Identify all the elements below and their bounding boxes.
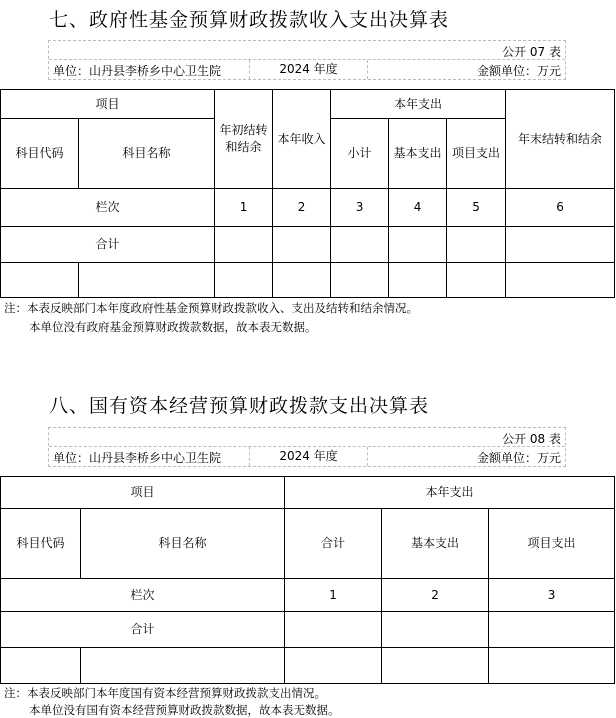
section1-note-1: 注：本表反映部门本年度政府性基金预算财政拨款收入、支出及结转和结余情况。 bbox=[4, 301, 418, 315]
cell bbox=[506, 227, 615, 263]
header-subtotal: 小计 bbox=[331, 119, 389, 189]
header-end-balance: 年末结转和结余 bbox=[506, 90, 615, 189]
unit-label: 单位：山丹县李桥乡中心卫生院 bbox=[53, 64, 222, 78]
section2-table bbox=[0, 476, 615, 684]
column-number-row bbox=[1, 189, 615, 227]
column-label: 栏次 bbox=[1, 189, 215, 227]
total-row bbox=[1, 612, 615, 648]
cell bbox=[285, 612, 382, 648]
cell bbox=[382, 648, 489, 684]
section2-meta-frame bbox=[48, 427, 566, 467]
cell bbox=[1, 648, 81, 684]
cell bbox=[273, 227, 331, 263]
header-item: 项目 bbox=[1, 90, 215, 119]
section1-note-2: 本单位没有政府基金预算财政拨款数据，故本表无数据。 bbox=[29, 320, 317, 334]
cell bbox=[81, 648, 285, 684]
year-label: 2024 年度 bbox=[249, 60, 368, 79]
cell bbox=[215, 227, 273, 263]
unit-label: 单位：山丹县李桥乡中心卫生院 bbox=[53, 451, 222, 465]
cell bbox=[79, 263, 215, 298]
header-basic: 基本支出 bbox=[382, 509, 489, 579]
cell bbox=[285, 648, 382, 684]
cell bbox=[447, 263, 506, 298]
column-number: 1 bbox=[285, 579, 382, 612]
cell bbox=[389, 263, 447, 298]
header-item: 项目 bbox=[1, 477, 285, 509]
section1-title: 七、政府性基金预算财政拨款收入支出决算表 bbox=[49, 9, 450, 31]
total-label: 合计 bbox=[1, 612, 285, 648]
header-project: 项目支出 bbox=[489, 509, 615, 579]
column-number: 2 bbox=[273, 189, 331, 227]
column-number: 1 bbox=[215, 189, 273, 227]
cell bbox=[489, 648, 615, 684]
cell bbox=[215, 263, 273, 298]
column-number: 6 bbox=[506, 189, 615, 227]
header-begin-balance: 年初结转和结余 bbox=[215, 90, 273, 189]
header-project: 项目支出 bbox=[447, 119, 506, 189]
header-code: 科目代码 bbox=[1, 509, 81, 579]
total-label: 合计 bbox=[1, 227, 215, 263]
table-code: 公开 07 表 bbox=[502, 45, 561, 59]
section2-note-1: 注：本表反映部门本年度国有资本经营预算财政拨款支出情况。 bbox=[4, 686, 326, 700]
column-number: 3 bbox=[331, 189, 389, 227]
column-number: 3 bbox=[489, 579, 615, 612]
header-expense: 本年支出 bbox=[285, 477, 615, 509]
total-row bbox=[1, 227, 615, 263]
cell bbox=[506, 263, 615, 298]
cell bbox=[1, 263, 79, 298]
money-unit-label: 金额单位：万元 bbox=[476, 64, 561, 78]
cell bbox=[331, 227, 389, 263]
column-number: 4 bbox=[389, 189, 447, 227]
column-number: 2 bbox=[382, 579, 489, 612]
empty-row bbox=[1, 648, 615, 684]
cell bbox=[273, 263, 331, 298]
section2-note-2: 本单位没有国有资本经营预算财政拨款数据，故本表无数据。 bbox=[29, 703, 340, 717]
money-unit-label: 金额单位：万元 bbox=[476, 451, 561, 465]
section1-meta-frame bbox=[48, 40, 566, 80]
header-name: 科目名称 bbox=[79, 119, 215, 189]
column-number-row bbox=[1, 579, 615, 612]
cell bbox=[389, 227, 447, 263]
column-number: 5 bbox=[447, 189, 506, 227]
cell bbox=[382, 612, 489, 648]
header-total: 合计 bbox=[285, 509, 382, 579]
header-expense: 本年支出 bbox=[331, 90, 506, 119]
column-label: 栏次 bbox=[1, 579, 285, 612]
section2-title: 八、国有资本经营预算财政拨款支出决算表 bbox=[49, 395, 430, 417]
header-name: 科目名称 bbox=[81, 509, 285, 579]
cell bbox=[447, 227, 506, 263]
header-code: 科目代码 bbox=[1, 119, 79, 189]
section1-table bbox=[0, 89, 615, 298]
cell bbox=[331, 263, 389, 298]
cell bbox=[489, 612, 615, 648]
year-label: 2024 年度 bbox=[249, 447, 368, 466]
header-basic: 基本支出 bbox=[389, 119, 447, 189]
empty-row bbox=[1, 263, 615, 298]
header-income: 本年收入 bbox=[273, 90, 331, 189]
table-code: 公开 08 表 bbox=[502, 432, 561, 446]
